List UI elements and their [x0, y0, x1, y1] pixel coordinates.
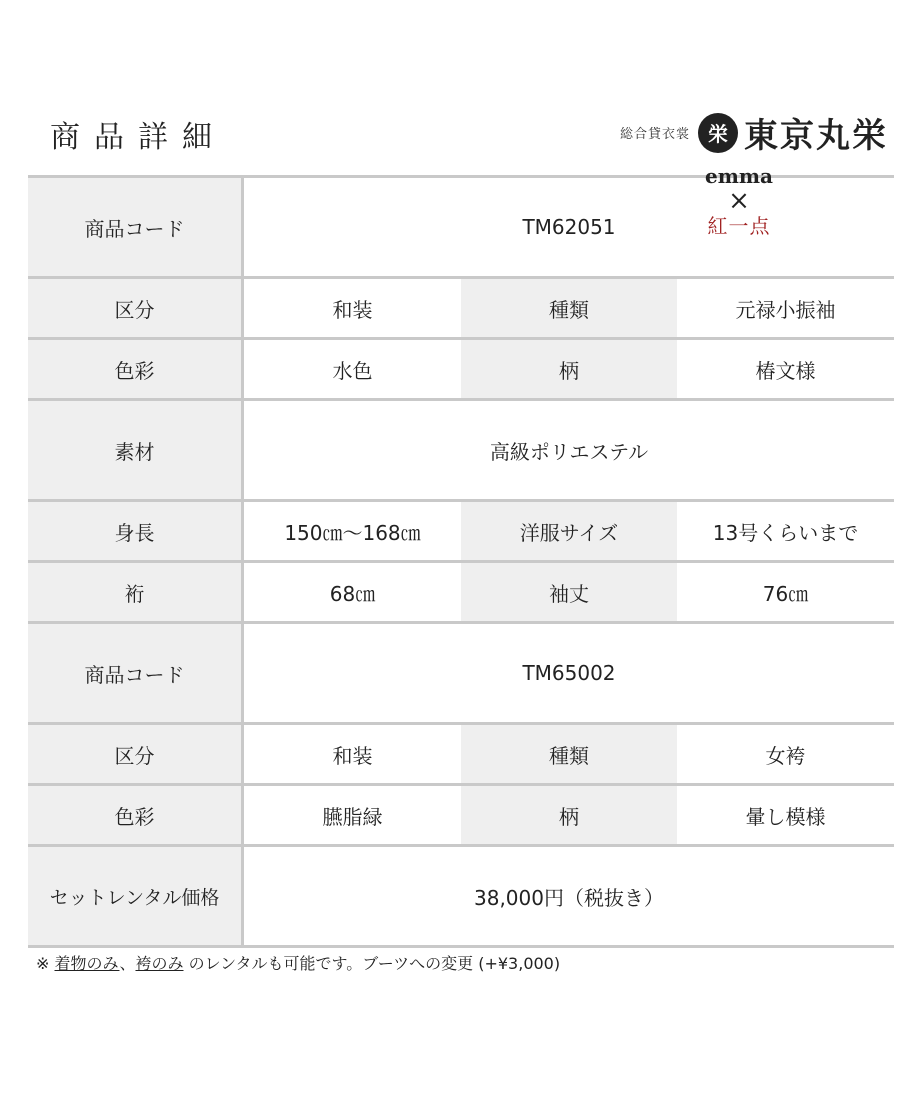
product-code: TM62051 — [522, 215, 616, 239]
sleeve-length-value: 76㎝ — [677, 563, 894, 621]
category-label: 区分 — [28, 725, 244, 783]
color-label: 色彩 — [28, 786, 244, 844]
kimono-only-link[interactable]: 着物のみ — [54, 954, 120, 973]
brand-emblem-icon: 栄 — [698, 113, 738, 153]
type-label: 種類 — [461, 725, 677, 783]
product-code-label: 商品コード — [28, 624, 244, 722]
table-row — [28, 847, 894, 948]
size-value: 13号くらいまで — [677, 502, 894, 560]
brand-logo-group — [620, 108, 888, 157]
pattern-value: 椿文様 — [677, 340, 894, 398]
product-detail-table — [28, 164, 894, 948]
table-row — [28, 340, 894, 401]
set-rental-price-value: 38,000円（税抜き） — [244, 847, 894, 945]
category-value: 和装 — [244, 279, 461, 337]
sleeve-length-label: 袖丈 — [461, 563, 677, 621]
collab-emma: emma — [704, 164, 773, 188]
category-value: 和装 — [244, 725, 461, 783]
pattern-value: 暈し模様 — [677, 786, 894, 844]
size-label: 洋服サイズ — [461, 502, 677, 560]
collab-cross: × — [728, 186, 750, 216]
brand-subtitle: 総合貸衣裳 — [619, 127, 690, 142]
table-row — [28, 563, 894, 624]
table-row — [28, 725, 894, 786]
yuki-value: 68㎝ — [244, 563, 461, 621]
category-label: 区分 — [28, 279, 244, 337]
page-title: 商品詳細 — [50, 120, 226, 155]
product-code-label: 商品コード — [28, 178, 244, 276]
type-value: 元禄小振袖 — [677, 279, 894, 337]
material-label: 素材 — [28, 401, 244, 499]
height-label: 身長 — [28, 502, 244, 560]
table-row — [28, 279, 894, 340]
note-text: のレンタルも可能です。ブーツへの変更 (+¥3,000) — [183, 954, 561, 973]
pattern-label: 柄 — [461, 340, 677, 398]
collab-benikotten: 紅一点 — [707, 214, 771, 238]
table-row — [28, 164, 894, 279]
hakama-only-link[interactable]: 袴のみ — [135, 954, 184, 973]
color-label: 色彩 — [28, 340, 244, 398]
note-separator: 、 — [119, 954, 136, 973]
table-row — [28, 401, 894, 502]
product-code-value: TM65002 — [244, 624, 894, 722]
collab-mark — [694, 166, 784, 236]
product-code-value — [244, 164, 894, 276]
color-value: 臙脂緑 — [244, 786, 461, 844]
height-value: 150㎝～168㎝ — [244, 502, 461, 560]
table-row — [28, 624, 894, 725]
yuki-label: 裄 — [28, 563, 244, 621]
color-value: 水色 — [244, 340, 461, 398]
set-rental-price-label: セットレンタル価格 — [28, 847, 244, 945]
note-prefix: ※ — [36, 954, 55, 973]
brand-name: 東京丸栄 — [744, 116, 888, 156]
type-value: 女袴 — [677, 725, 894, 783]
type-label: 種類 — [461, 279, 677, 337]
pattern-label: 柄 — [461, 786, 677, 844]
table-row — [28, 502, 894, 563]
table-row — [28, 786, 894, 847]
material-value: 高級ポリエステル — [244, 401, 894, 499]
rental-note — [36, 951, 560, 974]
